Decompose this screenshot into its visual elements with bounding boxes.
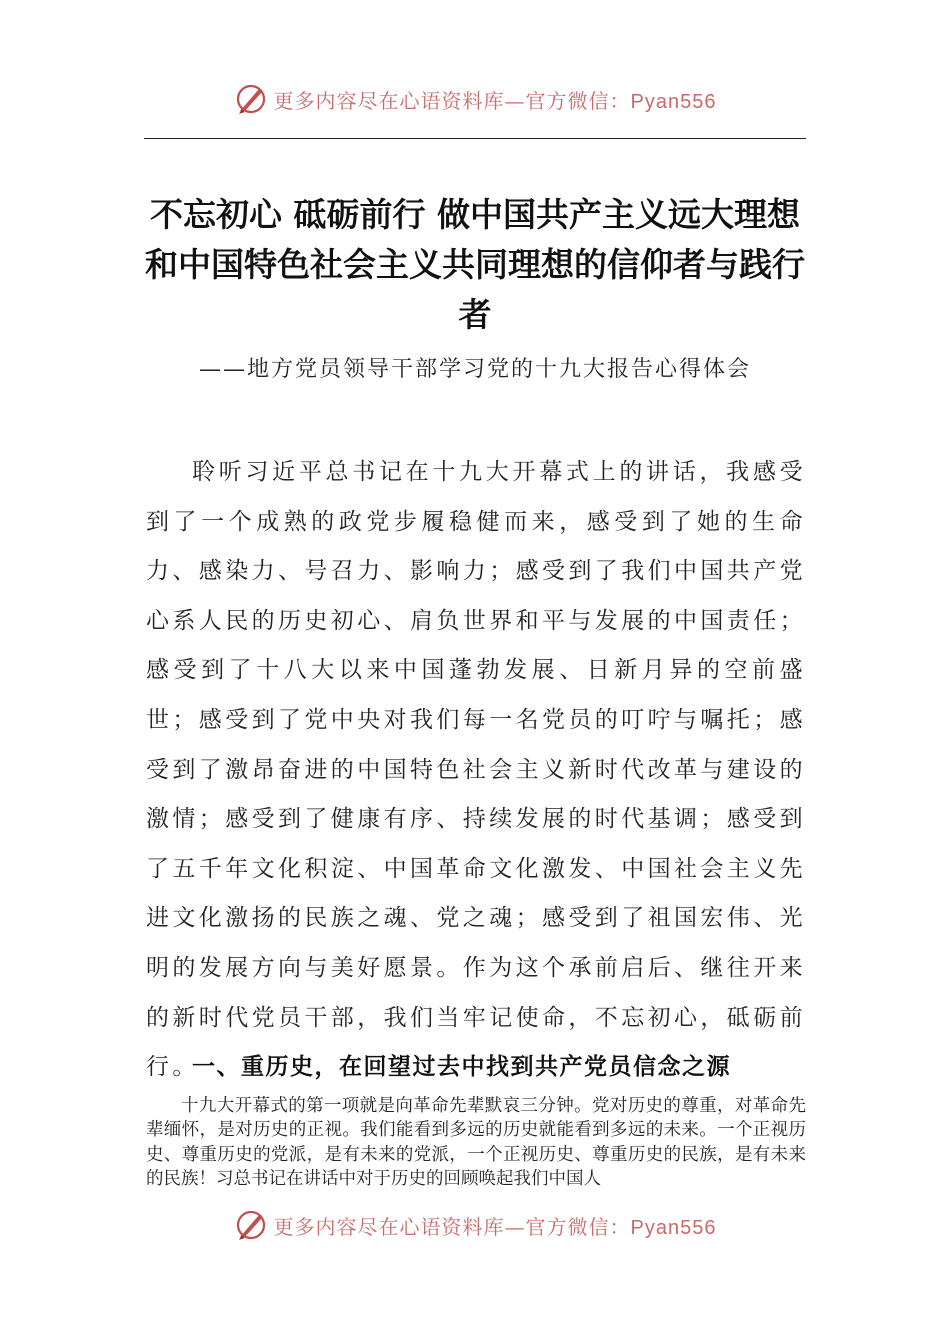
watermark-text: 更多内容尽在心语资料库—官方微信： xyxy=(273,88,631,113)
watermark-wechat-id: Pyan556 xyxy=(630,1216,717,1239)
document-subtitle: ——地方党员领导干部学习党的十九大报告心得体会 xyxy=(198,357,751,382)
watermark-text: 更多内容尽在心语资料库—官方微信： xyxy=(273,1214,631,1239)
section-heading-1: 一、重历史，在回望过去中找到共产党员信念之源 xyxy=(192,1054,731,1080)
body-paragraph-1: 聆听习近平总书记在十九大开幕式上的讲话，我感受到了一个成熟的政党步履稳健而来，感受到了她的生命力、感染力、号召力、影响力；感受到了我们中国共产党心系人民的历史初心、肩负世界和平与发展的中国责任；感受到了十八大以来中国蓬勃发展、日新月异的空前盛世；感受到了党中央对我们每一名党员的叮咛与嘱托；感受到了激昂奋进的中国特色社会主义新时代改革与建设的激情；感受到了健康有序、持续发展的时代基调；感受到了五千年文化积淀、中国革命文化激发、中国社会主义先进文化激扬的民族之魂、党之魂；感受到了祖国宏伟、光明的发展方向与美好愿景。作为这个承前启后、继往开来的新时代党员干部，我们当牢记使命，不忘初心，砥砺前行。 xyxy=(146,459,806,1081)
header-divider xyxy=(144,138,806,139)
footer-watermark xyxy=(0,1208,950,1242)
watermark-wechat-id: Pyan556 xyxy=(630,90,717,113)
quill-logo-icon xyxy=(234,1208,268,1242)
quill-logo-icon xyxy=(234,82,268,116)
document-title: 不忘初心 砥砺前行 做中国共产主义远大理想和中国特色社会主义共同理想的信仰者与践行者 xyxy=(145,195,805,334)
body-paragraph-2: 十九大开幕式的第一项就是向革命先辈默哀三分钟。党对历史的尊重，对革命先辈缅怀，是对历史的正视。我们能看到多远的历史就能看到多远的未来。一个正视历史、尊重历史的党派，是有未来的党派，一个正视历史、尊重历史的民族，是有未来的民族！习总书记在讲话中对于历史的回顾唤起我们中国人 xyxy=(146,1096,806,1190)
header-watermark xyxy=(0,82,950,116)
